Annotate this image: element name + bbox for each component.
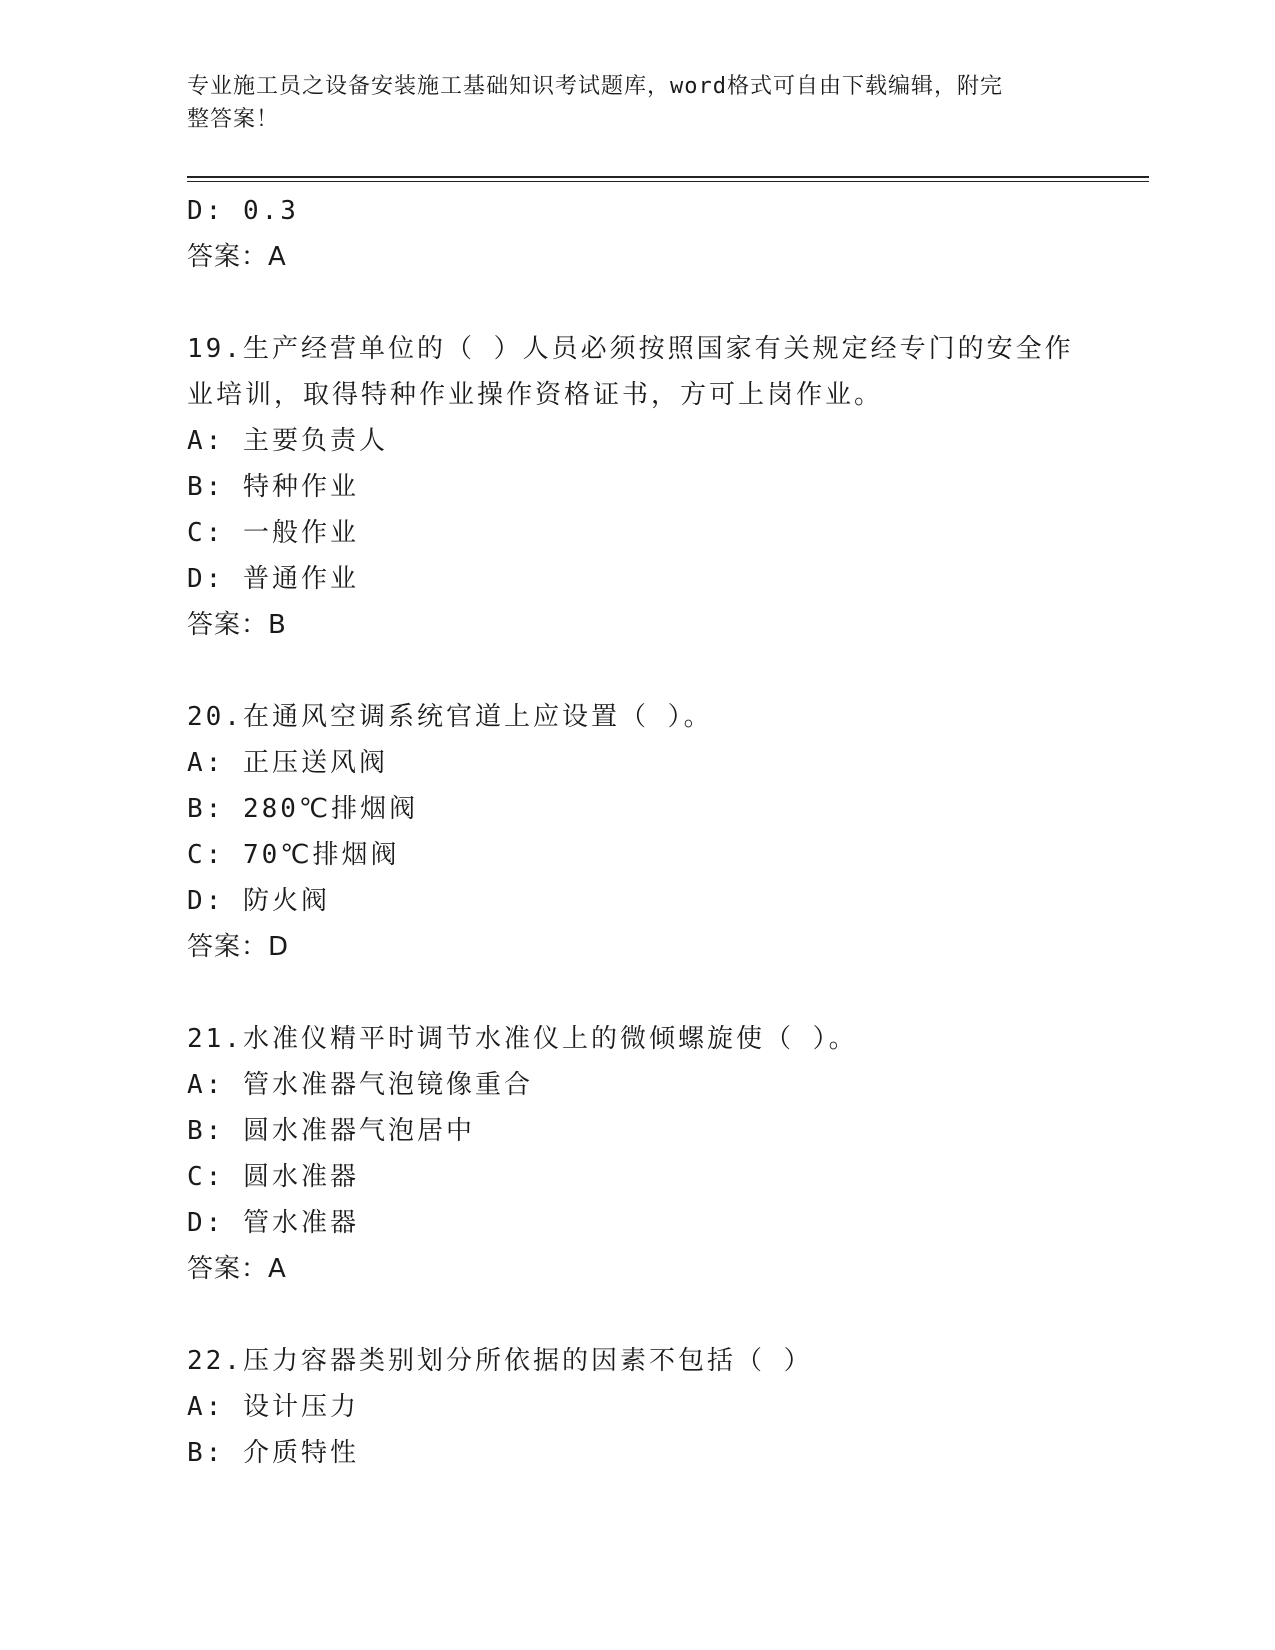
option-a: A: 正压送风阀 [187,748,388,778]
spacer [187,970,1087,1016]
header-title-line-1: 专业施工员之设备安装施工基础知识考试题库，word格式可自由下载编辑，附完 [187,74,1003,99]
header-title-line-2: 整答案！ [187,107,280,132]
option-c: C: 圆水准器 [187,1162,359,1192]
option-d: D: 0.3 [187,196,299,226]
question-stem: 19.生产经营单位的（ ）人员必须按照国家有关规定经专门的安全作 [187,334,1074,364]
question-stem-continued: 业培训，取得特种作业操作资格证书，方可上岗作业。 [187,380,884,410]
option-d: D: 管水准器 [187,1208,359,1238]
option-d: D: 普通作业 [187,564,359,594]
option-a: A: 主要负责人 [187,426,388,456]
answer-line: 答案：D [187,932,290,962]
question-stem: 21.水准仪精平时调节水准仪上的微倾螺旋使（ ）。 [187,1024,858,1054]
option-a: A: 设计压力 [187,1392,359,1422]
option-b: B: 280℃排烟阀 [187,794,419,824]
question-22 [187,1338,1087,1476]
question-21 [187,1016,1087,1292]
page-header [187,70,1087,136]
option-b: B: 介质特性 [187,1438,359,1468]
option-d: D: 防火阀 [187,886,330,916]
spacer [187,648,1087,694]
option-b: B: 特种作业 [187,472,359,502]
question-content [187,188,1087,1476]
answer-line: 答案：A [187,1254,287,1284]
question-stem: 20.在通风空调系统官道上应设置（ ）。 [187,702,713,732]
spacer [187,1292,1087,1338]
option-c: C: 70℃排烟阀 [187,840,400,870]
header-divider-thick [187,176,1149,178]
question-20 [187,694,1087,970]
option-b: B: 圆水准器气泡居中 [187,1116,475,1146]
answer-line: 答案：B [187,610,287,640]
header-divider-thin [187,181,1149,182]
spacer [187,280,1087,326]
option-c: C: 一般作业 [187,518,359,548]
option-a: A: 管水准器气泡镜像重合 [187,1070,533,1100]
answer-line: 答案：A [187,242,287,272]
question-19 [187,326,1087,648]
question-stem: 22.压力容器类别划分所依据的因素不包括（ ） [187,1346,813,1376]
